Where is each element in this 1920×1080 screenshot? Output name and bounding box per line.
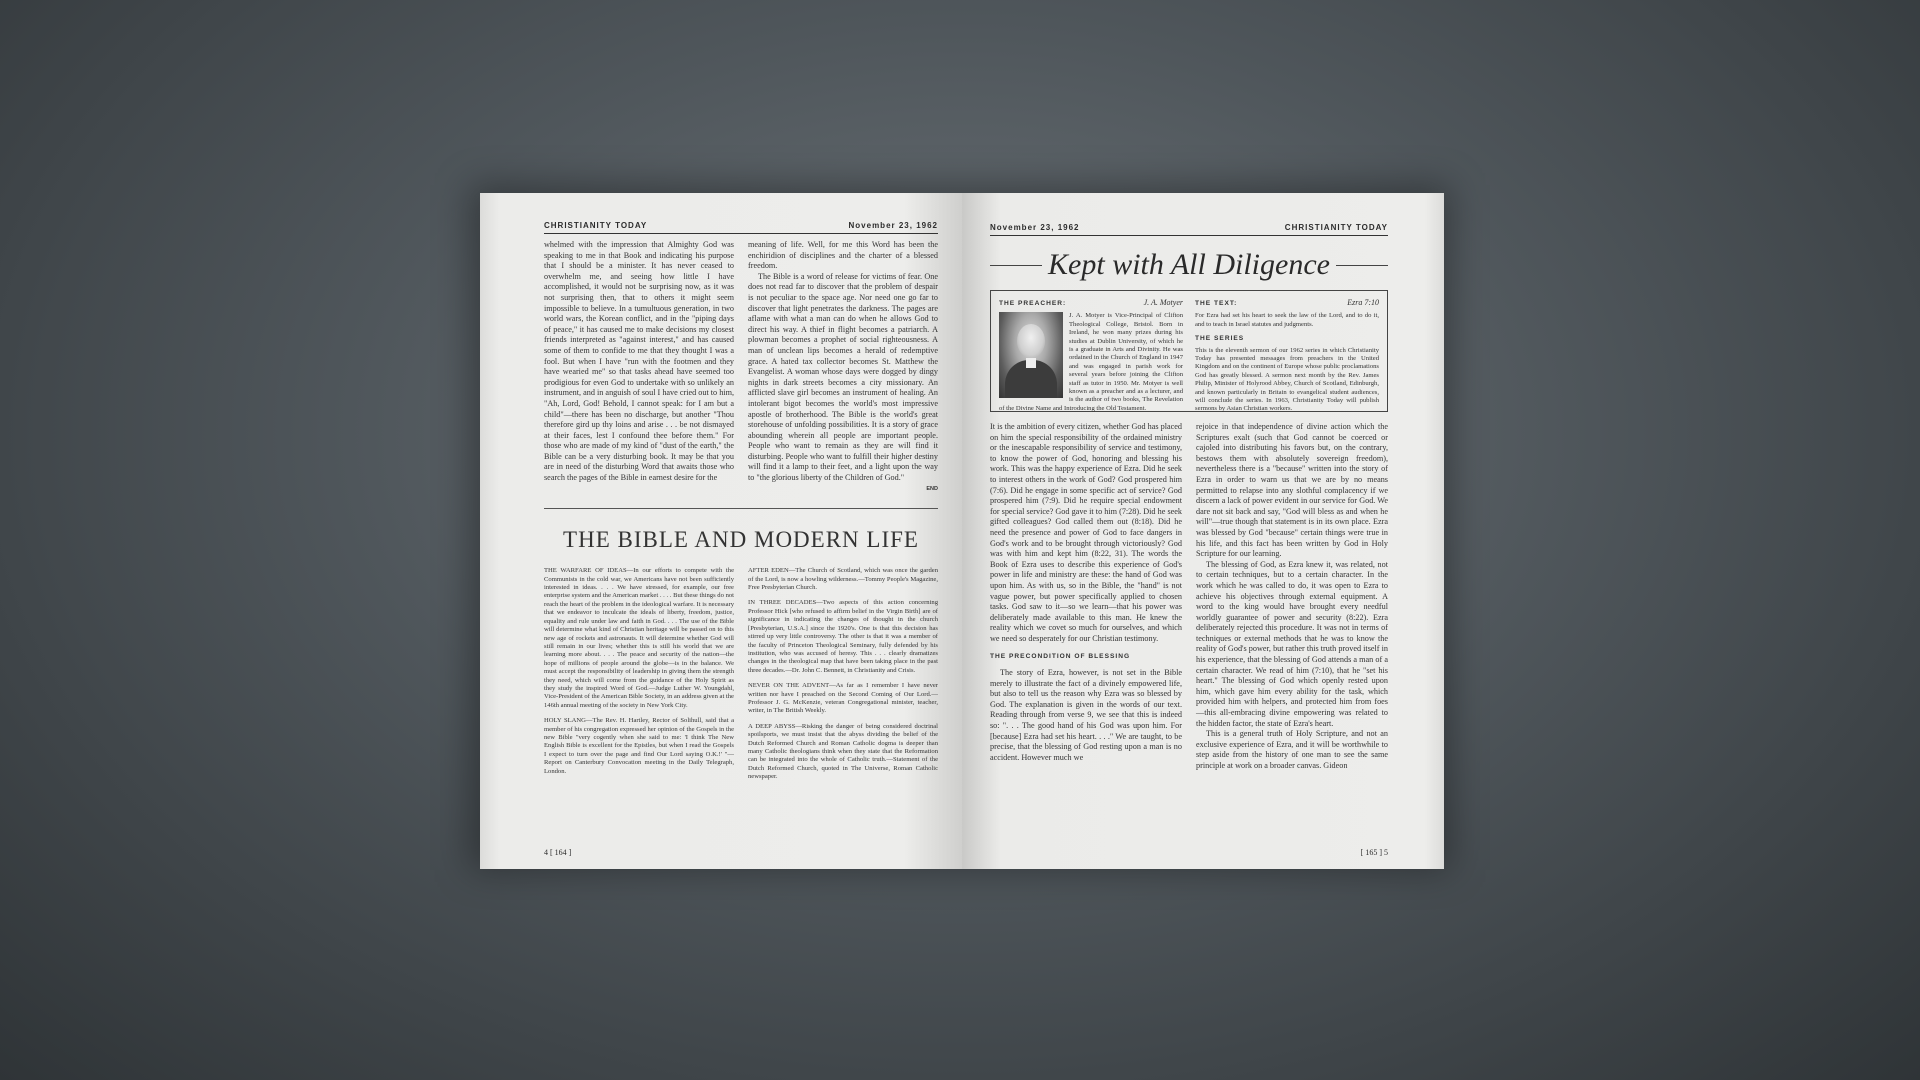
preacher-label: THE PREACHER:	[999, 300, 1067, 307]
quote-item: HOLY SLANG—The Rev. H. Hartley, Rector of Solihull, said that a member of his congregation expressed her opinion of the Gospels in the new Bible "very cogently when she said to me: 'I think The New English Bible is excellent for the Epistles, but when I read the Gospels I expect to turn over the page and find Our Lord saying O.K.!' "—Report on Canterbury Convocation meeting in the Daily Telegraph, London.	[544, 717, 734, 775]
running-head	[544, 221, 938, 234]
sermon-body	[990, 422, 1388, 772]
issue-date: November 23, 1962	[848, 221, 938, 230]
section-divider	[544, 508, 938, 509]
quote-item: NEVER ON THE ADVENT—As far as I remember I have never written nor have I preached on the Second Coming of Our Lord.—Professor J. G. McKenzie, veteran Congregational minister, teacher, writer, in The British Weekly.	[748, 682, 938, 715]
quote-item: THE WARFARE OF IDEAS—In our efforts to compete with the Communists in the cold war, we Americans have not been sufficiently interested in ideas. . . . We have stressed, for example, our free enterprise system and the American market . . . . But these things do not reach the heart of the problem in the ideological warfare. It is necessary that we endeavor to inculcate the ideals of liberty, freedom, justice, equality and rule under law and faith in God. . . . The use of the Bible will determine what kind of Christian heritage will be passed on to this new age of rockets and astronauts. It will determine whether God will still remain in our lives; whether this is still his world that we are learning more about. . . . The peace and security of the nation—the hope of millions of people around the globe—is in the balance. We must accept the responsibility of leadership in giving them the strength they need, which will come from the guidance of the Holy Spirit as they study the inspired Word of God.—Judge Luther W. Youngdahl, Vice-President of the American Bible Society, in an address given at the 146th annual meeting of the society in New York City.	[544, 567, 734, 709]
article-text: The Bible is a word of release for victims of fear. One does not read far to discover that the problem of despair is not peculiar to the space age. Nor need one go far to discover that light penetrates the darkness. The pages are aflame with what a man can do when he allows God to direct his way. A thief in flight becomes a patriarch. A plowman becomes a prophet of social righteousness. A man of unclean lips becomes a herald of redemptive grace. A hated tax collector becomes St. Matthew the Evangelist. A woman whose days were dogged by dingy nights in dark streets becomes a city missionary. An afflicted slave girl becomes an instrument of healing. An intolerant bigot becomes the world's most impressive apostle of brotherhood. The Bible is the world's great storehouse of unfolding possibilities. It is a story of grace abounding wherein all people are important people. People who want to remain as they are will find it disturbing. People who want to fulfill their higher destiny will find it a lamp to their feet, and a light upon the way to "the glorious liberty of the Children of God."	[748, 271, 938, 483]
preacher-column	[999, 298, 1183, 412]
sermon-paragraph: The blessing of God, as Ezra knew it, was related, not to certain techniques, but to a certain character. In the work which he was called to do, it was open to Ezra to achieve his objectives through external equipment. A word to the king would have brought every needful worldly guarantee of power and security (8:22). Ezra deliberately rejected this procedure. It was not in terms of techniques or external methods that he was to know the reality of God's power, but rather this truth proved itself in his experience, that the blessing of God attends a man of a certain character. We read of him (7:10), that he "set his heart." The blessing of God which openly rested upon him, which gave him every ability for the task, which provided him with helpers, and protected him from foes —this all-embracing divine empowering was related to the hidden factor, the state of Ezra's heart.	[1196, 559, 1388, 728]
end-mark: END	[926, 485, 938, 492]
quote-item: A DEEP ABYSS—Risking the danger of being considered doctrinal spoilsports, we must insist that the abyss dividing the belief of the Dutch Reformed Church and Roman Catholic dogma is deeper than many Catholic theologians think when they state that the Reformation can be integrated into the whole of Catholic truth.—Statement of the Dutch Reformed Church, quoted in The Universe, Roman Catholic newspaper.	[748, 722, 938, 781]
preacher-photo	[999, 312, 1063, 398]
article-text: whelmed with the impression that Almighty God was speaking to me in that Book and indicating his purpose that I should be a minister. It has never ceased to overwhelm me, and seeing how little I have accomplished, it would not be surprising now, as it was not surprising then, that to others it might seem impossible to believe. In a tumultuous generation, in two world wars, the Korean conflict, and in the "piping days of peace," it has caused me to make decisions my closest friends interpreted as "against interest," and has caused some of them to confide to me that they thought I was a fool. But when I have "run with the footmen and they have wearied me" so that tasks ahead have seemed too prodigious for even God to undertake with so unlikely an instrument, and in anguish of soul I have cried out to him, "Ah, Lord, God! Behold, I cannot speak: for I am but a child"—there has been no discharge, but another "Thou therefore gird up thy loins and arise . . . be not dismayed at their faces, lest I confound thee before them." For those who are made of my kind of "dust of the earth," the Bible can be a very disturbing book. It may be that you are in need of the disturbing Word that awaits those who search the pages of the Bible in earnest desire for the	[544, 240, 734, 483]
title-rule-right	[1336, 265, 1388, 266]
sermon-paragraph: It is the ambition of every citizen, whether God has placed on him the special responsibility of the ordained ministry or the inescapable responsibility of service and testimony, to know the power of God, honoring and blessing his work. This was the happy experience of Ezra. Did he seek to interest others in the work of God? God prospered him (7:6). Did he engage in some specific act of service? God prospered him (7:9). Did he require special endowment for special service? God gave it to him (7:28). Did he seek gifted colleagues? God called them out (8:18). Did he need the presence and power of God to face dangers in God's work and to be brought through victoriously? God was with him and kept him (8:22, 31). The words the Book of Ezra uses to describe this experience of God's power in life and ministry are these: the hand of God was upon him. As with us, so in the Bible, the "hand" is not vague power, but power specifically applied to chosen tasks. God saw to it—so we learn—that his power was deliberately made available to this man. He knew the reality which we covet so much for ourselves, and which we need so desperately for our Christian testimony.	[990, 422, 1182, 643]
page-number: 4 [ 164 ]	[544, 848, 572, 857]
preacher-name: J. A. Motyer	[1143, 298, 1183, 307]
quote-item: AFTER EDEN—The Church of Scotland, which was once the garden of the Lord, is now a howling wilderness.—Tommy People's Magazine, Free Presbyterian Church.	[748, 567, 938, 592]
series-label: THE SERIES	[1195, 335, 1245, 343]
sermon-info-box	[990, 290, 1388, 412]
quote-item: IN THREE DECADES—Two aspects of this action concerning Professor Hick [who refused to affirm belief in the Virgin Birth] are of significance in indicating the changes of thought in the church [Presbyterian, U.S.A.] since the 1920's. One is that this decision has stirred up very little controversy. The other is that it was a member of the faculty of Princeton Theological Seminary, fully defended by his institution, who was accused of heresy. This . . . clearly dramatizes changes in the theological map that have been taking place in the past three decades.—Dr. John C. Bennett, in Christianity and Crisis.	[748, 599, 938, 674]
preacher-bio: J. A. Motyer is Vice-Principal of Clifton Theological College, Bristol. Born in Ireland, he won many prizes during his studies at Dublin University, of which he is a graduate in Arts and Divinity. He was ordained in the Church of England in 1947 and was engaged in parish work for several years before joining the Clifton staff as tutor in 1950. Mr. Motyer is well known as a preacher and as a lecturer, and is the author of two books, The Revelation of the Divine Name and Introducing the Old Testament.	[999, 312, 1183, 412]
publication-name: CHRISTIANITY TODAY	[544, 221, 648, 230]
title-rule-left	[990, 265, 1042, 266]
scripture-text: For Ezra had set his heart to seek the law of the Lord, and to do it, and to teach in Israel statutes and judgments.	[1195, 312, 1379, 328]
magazine-spread	[480, 193, 1444, 869]
text-column	[1195, 298, 1379, 413]
publication-name: CHRISTIANITY TODAY	[1284, 223, 1388, 232]
series-text: This is the eleventh sermon of our 1962 series in which Christianity Today has presented messages from preachers in the United Kingdom and on the continent of Europe whose public proclamations God has greatly blessed. A sermon next month by the Rev. James Philip, Minister of Holyrood Abbey, Church of Scotland, Edinburgh, and known particularly in Britain to evangelical student audiences, will conclude the series. In 1963, Christianity Today will publish sermons by Asian Christian workers.	[1195, 346, 1379, 413]
text-reference: Ezra 7:10	[1347, 298, 1379, 307]
sermon-title: Kept with All Diligence	[1048, 248, 1330, 281]
page-number: [ 165 ] 5	[1360, 848, 1388, 857]
right-page	[962, 193, 1444, 869]
quotes-columns	[544, 567, 938, 788]
sermon-paragraph: This is a general truth of Holy Scripture, and not an exclusive experience of Ezra, and it will be worthwhile to step aside from the history of one man to see the same principle at work on a broader canvas. Gideon	[1196, 729, 1388, 770]
issue-date: November 23, 1962	[990, 223, 1080, 232]
sermon-subhead: THE PRECONDITION OF BLESSING	[990, 653, 1131, 661]
section-title: THE BIBLE AND MODERN LIFE	[563, 527, 919, 553]
article-continuation	[544, 240, 938, 494]
sermon-paragraph: rejoice in that independence of divine action which the Scriptures exalt (such that God cannot be coerced or cajoled into distributing his favors but, on the contrary, bestows them with absolutely sovereign freedom), nevertheless there is a "because" written into the story of Ezra in order to warn us that we are by no means permitted to relapse into any slothful complacency if we discern a lack of power evident in our service for God. We dare not sit back and say, "God will bless as and when he will"—true though that statement is in its own place. Ezra was blessed by God "because" certain things were true in his life, and this fact has been written by God in Holy Scripture for our learning.	[1196, 422, 1388, 559]
sermon-paragraph: The story of Ezra, however, is not set in the Bible merely to illustrate the fact of a divinely empowered life, but also to tell us the reason why Ezra was so blessed by God. The explanation is given in the words of our text. Reading through from verse 9, we see that this is indeed so: ". . . The good hand of his God was upon him. For [because] Ezra had set his heart. . . ." We are taught, to be precise, that the blessing of God resting upon a man is no accident. However much we	[990, 668, 1182, 762]
text-label: THE TEXT:	[1195, 300, 1238, 307]
running-head	[990, 223, 1388, 236]
sermon-title-bar	[990, 248, 1388, 282]
article-text: meaning of life. Well, for me this Word has been the enchiridion of disciplines and the charter of a blessed freedom.	[748, 240, 938, 271]
left-page	[480, 193, 962, 869]
